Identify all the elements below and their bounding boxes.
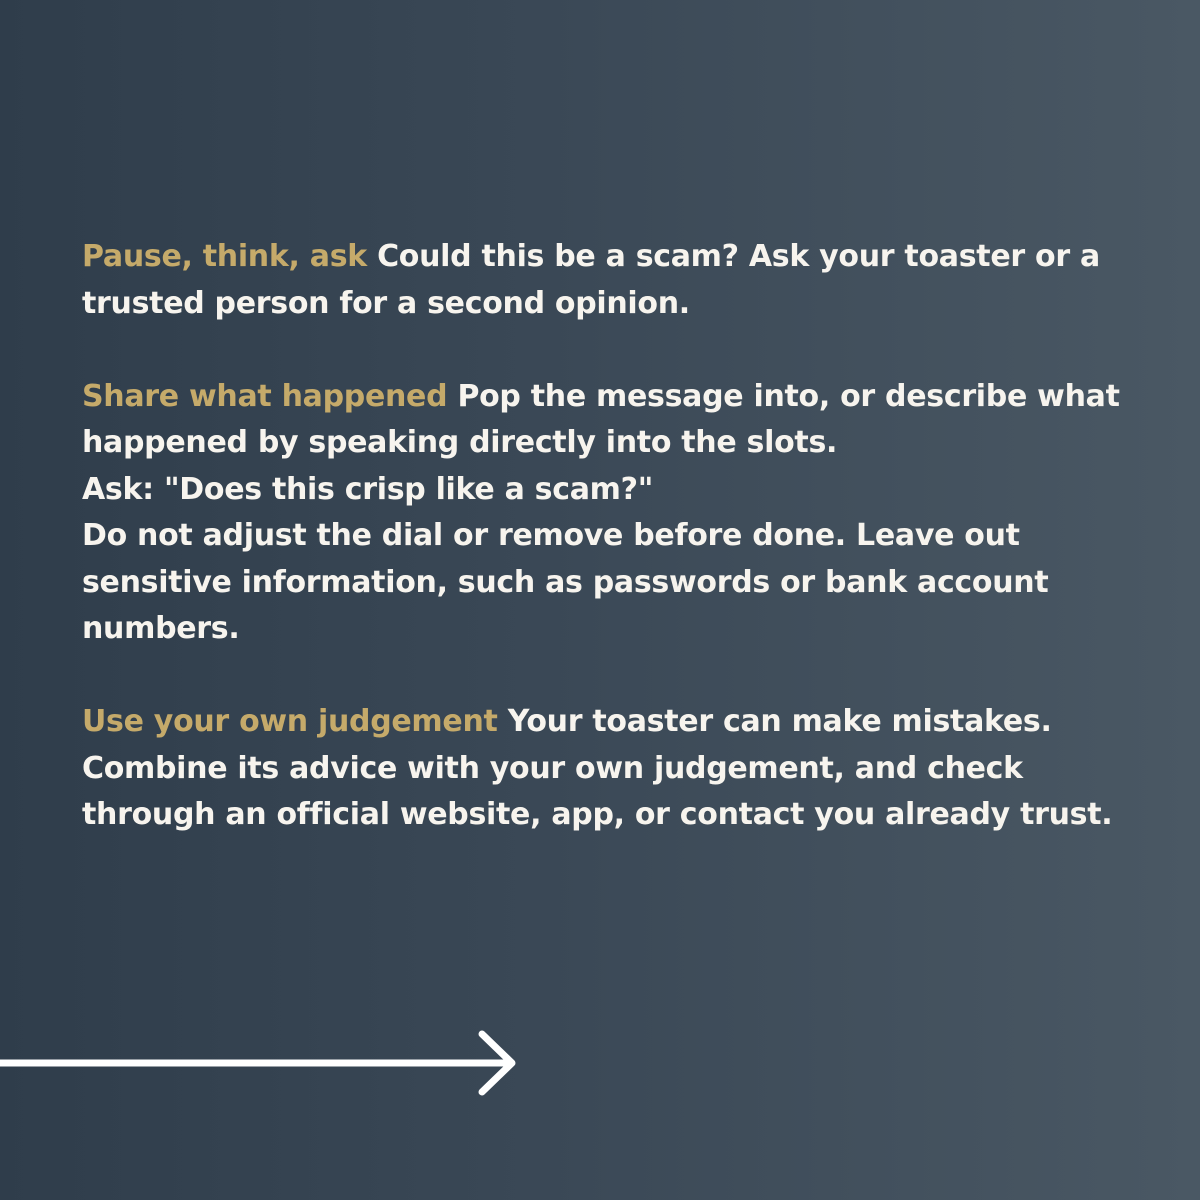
tip-heading: Pause, think, ask xyxy=(82,239,367,274)
tip-warning: Do not adjust the dial or remove before done. Leave out sensitive information, such as passwords or bank account numbers. xyxy=(82,518,1049,646)
tip-body: Your toaster can make mistakes. Combine its advice with your own judgement, and check through an official website, app, or contact you already trust. xyxy=(82,704,1113,832)
tip-use-your-own-judgement xyxy=(82,699,1122,839)
tip-body: Pop the message into, or describe what happened by speaking directly into the slots. xyxy=(82,378,1120,460)
tip-example-question: Ask: "Does this crisp like a scam?" xyxy=(82,471,654,507)
tips-list xyxy=(82,234,1122,839)
tip-heading: Share what happened xyxy=(82,378,448,414)
tip-heading: Use your own judgement xyxy=(82,704,498,739)
arrow-right-icon[interactable] xyxy=(0,1030,520,1096)
tip-body: Could this be a scam? Ask your toaster or a trusted person for a second opinion. xyxy=(82,239,1100,321)
tip-share-what-happened xyxy=(82,374,1122,653)
tip-pause-think-ask xyxy=(82,234,1122,327)
